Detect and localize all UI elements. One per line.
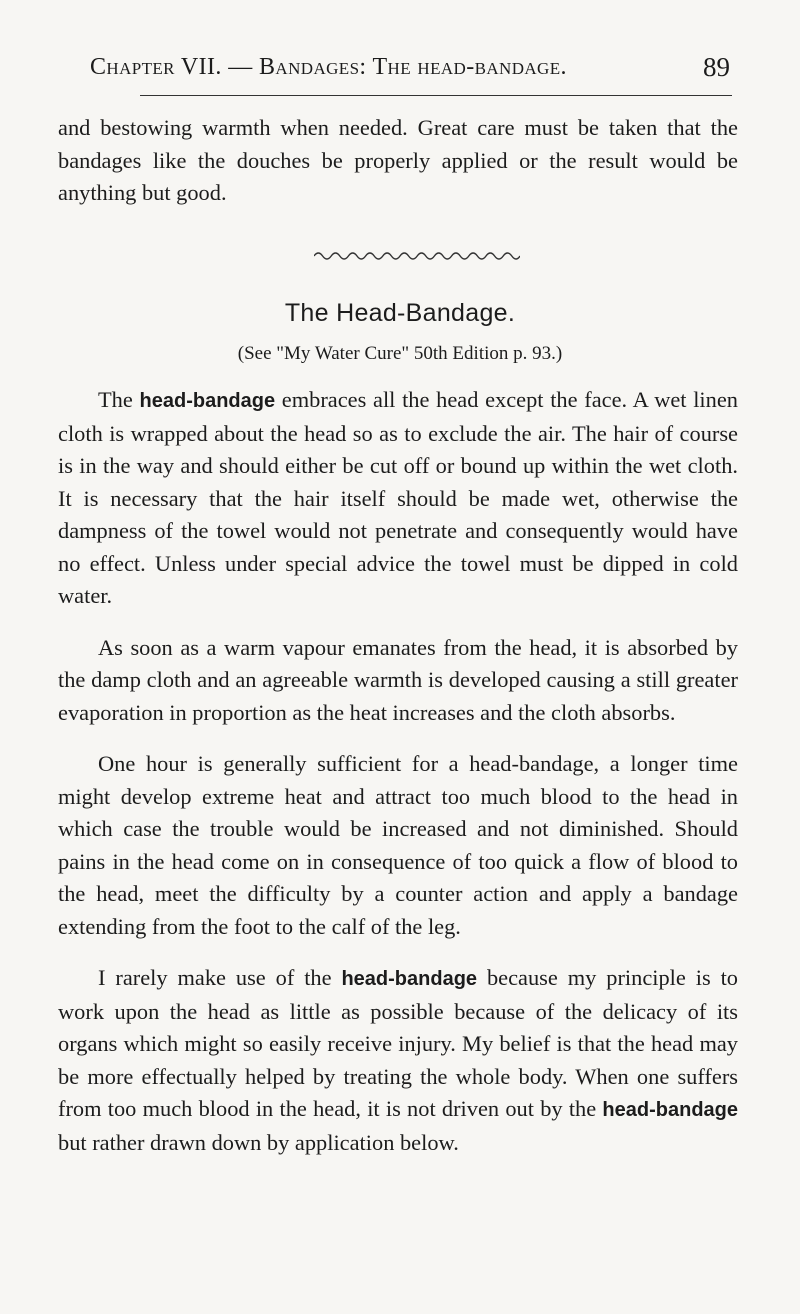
paragraph-2: As soon as a warm vapour emanates from the head, it is absorbed by the damp cloth and an agreeable warmth is developed causing a still greater evaporation in proportion as the heat increases and the cloth absorbs.	[58, 634, 738, 725]
intro-text: and bestowing warmth when needed. Great care must be taken that the bandages like the douches be properly applied or the result would be anything but good.	[58, 115, 738, 205]
section-reference: (See "My Water Cure" 50th Edition p. 93.)	[237, 343, 563, 364]
page-number: 89	[703, 52, 730, 82]
running-title: Chapter VII. — Bandages: The head-bandage.	[90, 54, 567, 80]
header-rule	[140, 95, 732, 96]
paragraph-1: The head-bandage embraces all the head except the face. A wet linen cloth is wrapped about the head so as to exclude the air. The hair of course is in the way and should either be cut off or bound up within the wet cloth. It is necessary that the hair itself should be made wet, otherwise the dampness of the towel would not penetrate and consequently would have no effect. Unless under special advice the towel must be dipped in cold water.	[58, 387, 738, 608]
paragraph-3: One hour is generally sufficient for a head-bandage, a longer time might develop extreme heat and attract too much blood to the head in which case the trouble would be increased and not diminished. Should pains in the head come on in consequence of too quick a flow of blood to the head, meet the difficulty by a counter action and apply a bandage extending from the foot to the calf of the leg.	[58, 751, 738, 939]
intro-paragraph	[58, 112, 738, 210]
paragraph-4: I rarely make use of the head-bandage because my principle is to work upon the head as little as possible because of the delicacy of its organs which might so easily receive injury. My belief is that the head may be more effectually helped by treating the whole body. When one suffers from too much blood in the head, it is not driven out by the head-bandage but rather drawn down by application below.	[58, 965, 738, 1155]
term-head-bandage: head-bandage	[341, 968, 478, 990]
term-head-bandage: head-bandage	[602, 1099, 738, 1121]
wavy-divider-ornament	[314, 248, 520, 264]
running-head	[90, 54, 730, 94]
term-head-bandage: head-bandage	[139, 390, 276, 412]
body-paragraphs	[58, 384, 738, 1159]
section-title: The Head-Bandage.	[284, 299, 516, 327]
